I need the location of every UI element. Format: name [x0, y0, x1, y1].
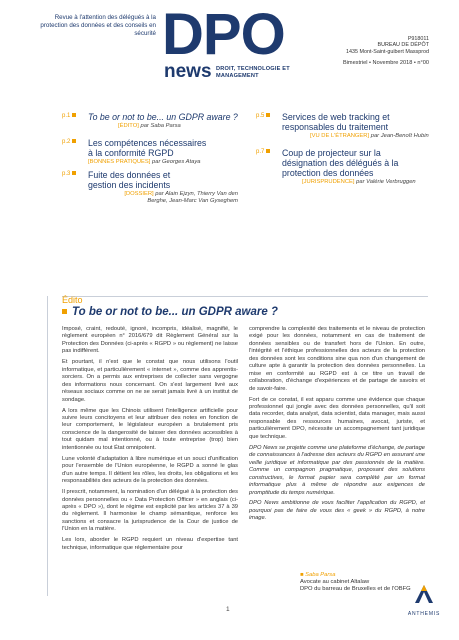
toc-meta: [VU DE L'ÉTRANGER] par Jean-Benoît Hubin [310, 133, 429, 139]
section-divider [62, 296, 428, 297]
paragraph: A lors même que les Chinois utilisent l'intelligence artificielle pour suivre leurs concitoyens et leur attribuer des notes en fonction de leur comportement, le législateur européen a brutalement pris conscience de la dangerosité de laisser des données accessibles à tout quidam mal intentionné, ou à toute entreprise (trop) bien intentionnée ou tout État omnipotent. [62, 407, 238, 451]
toc-page-number: p.1 [62, 113, 76, 119]
toc-meta: [BONNES PRATIQUES] par Georges Ataya [88, 159, 201, 165]
toc-page-number: p.3 [62, 171, 76, 177]
logo-news-wordmark: news [164, 61, 212, 82]
paragraph: Il prescrit, notamment, la nomination d'un délégué à la protection des données personnelles ou « Data Protection Officer » en anglais (ci-après « DPO »), dont le régime est explicité par les articles 37 à 39 du règlement. Il harmonise le champ sémantique, renforce les sanctions et consacre la jurisprudence de la Cour de justice de l'Union en la matière. [62, 489, 238, 533]
paragraph: Les lors, aborder le RGPD requiert un niveau d'expertise tant technique, informatique que réglementaire pour [62, 537, 238, 551]
signature-org: DPO du barreau de Bruxelles et de l'OBFG [300, 586, 411, 592]
toc-page-number: p.5 [256, 113, 270, 119]
toc-page-number: p.7 [256, 149, 270, 155]
margin-rule [47, 296, 48, 596]
signature [300, 572, 411, 593]
toc-title: Services de web tracking et responsables du traitement [282, 112, 390, 132]
logo-subtitle: DROIT, TECHNOLOGIE ET MANAGEMENT [216, 66, 290, 79]
toc-title: Les compétences nécessaires à la conformité RGPD [88, 138, 207, 158]
page-number: 1 [226, 606, 230, 613]
toc-item-jurisprudence[interactable] [256, 148, 432, 186]
paragraph: Lune volonté d'adaptation à libre numérique et un souci d'unification pour l'ensemble de l'Union européenne, le RGPD a sonné le glas d'un autre temps. Il détient les rôles, les droits, les obligations et les responsabilités des acteurs de la protection des données. [62, 455, 238, 485]
paragraph: comprendre la complexité des traitements et le niveau de protection exigé pour les données, notamment en cas de traitement de données sensibles ou de transfert hors de l'Union. En outre, l'intégrité et l'éthique professionnelles des acteurs de la protection des données sont les conditions sine qua non d'un changement de culture apte à garantir la protection des données personnelles. La mise en conformité au RGPD est à ce titre un travail de collaboration, d'échange d'expériences et de partage de savoirs et de savoir-faire. [249, 326, 425, 392]
edito-title: To be or not to be... un GDPR aware ? [62, 306, 278, 318]
postal-code: P918011 [407, 36, 429, 42]
dpo-news-logo [162, 2, 312, 86]
publisher-name: ANTHEMIS [407, 611, 441, 617]
toc-item-dossier[interactable] [62, 170, 238, 205]
anthemis-a-icon [413, 584, 435, 604]
title-marker-icon [62, 309, 67, 314]
toc-item-vu-de-letranger[interactable] [256, 112, 432, 140]
issue-info: Bimestriel • Novembre 2018 • n°00 [342, 60, 429, 66]
paragraph: Fort de ce constat, il est apparu comme une évidence que chaque professionnel qui jongle avec des données personnelles, qu'il soit data recorder, data analyst, data scientist, data manager, mais aussi responsable des ressources humaines, avocat, juriste, et particulièrement DPO, nécessite un accompagnement tant juridique que technique. [249, 396, 425, 440]
edito-column-left [62, 326, 238, 556]
paragraph: DPO News ambitionne de vous faciliter l'application du RGPD, et pourquoi pas de faire de vous des « geek » du RGPD, à notre image. [249, 500, 425, 522]
paragraph: DPO News se projette comme une plateforme d'échange, de partage de connaissances à l'adresse des acteurs du RGPD en assurant une veille juridique et informatique par des passionnés de la matière. Comme un compagnon pragmatique, proposant des solutions constructives, le format papier sera complété par un format informatique plus à même de répondre aux exigences de promptitude du temps numérique. [249, 444, 425, 496]
toc-item-edito[interactable] [62, 112, 238, 130]
edito-label: Édito [62, 295, 83, 305]
postal-city: 1435 Mont-Saint-guibert Massprod [346, 48, 429, 55]
toc-title: To be or not to be... un GDPR aware ? [88, 112, 238, 122]
postal-info [346, 36, 429, 55]
edito-column-right [249, 326, 425, 526]
masthead-tagline: Revue à l'attention des délégués à la protection des données et des conseils en sécurité [40, 14, 156, 37]
toc-title: Coup de projecteur sur la désignation des délégués à la protection des données [282, 148, 399, 178]
signature-name: ■ Saba Parsa [300, 572, 336, 578]
toc-page-number: p.2 [62, 139, 76, 145]
toc-meta: [JURISPRUDENCE] par Valérie Verbruggen [302, 179, 416, 185]
toc-meta: [DOSSIER] par Alain Ejzyn, Thierry Van den Berghe, Jean-Marc Van Gyseghem [124, 191, 238, 204]
toc-item-bonnes-pratiques[interactable] [62, 138, 238, 166]
paragraph: Et pourtant, il n'est que le constat que nous utilisons l'outil informatique, et particulièrement « internet », comme des apprentis-sorciers. On a permis aux entreprises de collecter sans vergogne des informations nous concernant. On s'est largement livré aux réseaux sociaux comme on ne se serait jamais livré à un institut de sondage. [62, 359, 238, 403]
toc-meta: [ÉDITO] par Saba Parsa [118, 123, 181, 129]
paragraph: Imposé, craint, redouté, ignoré, incompris, idéalisé, magnifié, le règlement européen n° 2016/679 dit Règlement Général sur la Protection des Données (ci-après « RGPD » ou règlement) ne laisse pas indifférent. [62, 326, 238, 355]
publisher-logo [404, 584, 444, 617]
toc-title: Fuite des données et gestion des incidents [88, 170, 171, 190]
signature-role: Avocate au cabinet Altalaw [300, 579, 370, 585]
logo-dpo-wordmark: DPO [162, 2, 285, 67]
postal-office: BUREAU DE DÉPÔT [377, 42, 429, 49]
